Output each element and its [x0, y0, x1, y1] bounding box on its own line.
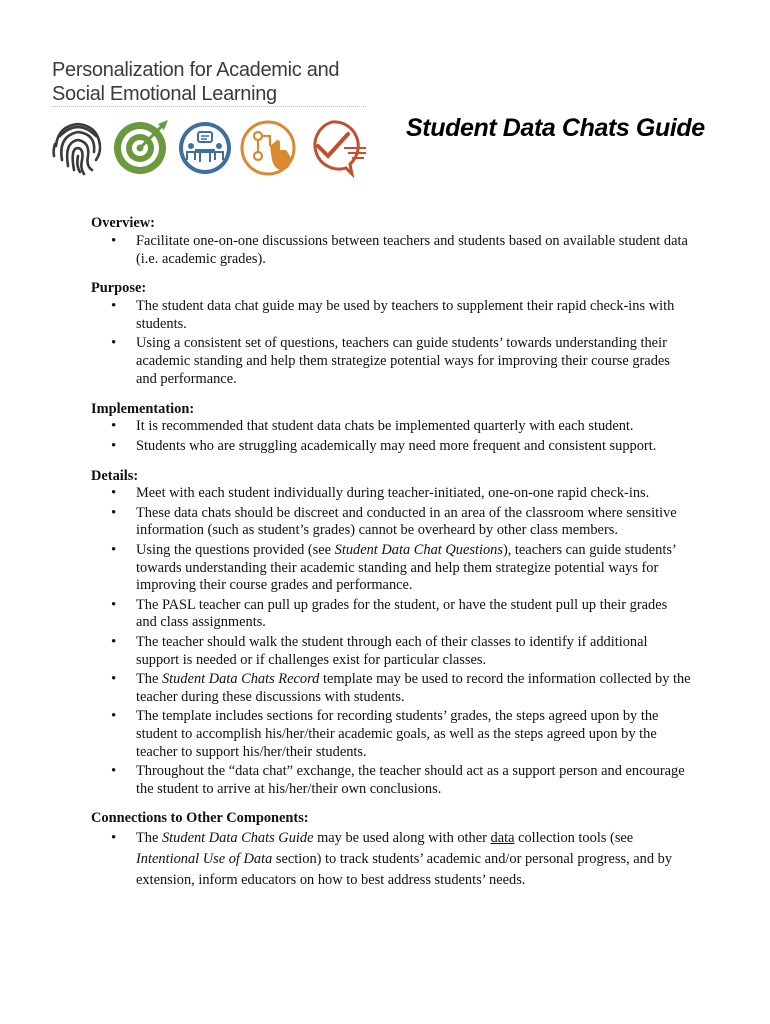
- list-item: • These data chats should be discreet and conducted in an area of the classroom where sensitive information (such as student’s grades) cannot be overheard by other class members.: [91, 505, 691, 541]
- details-section: [91, 468, 691, 799]
- overview-list: [91, 233, 691, 269]
- connections-list: [91, 828, 691, 891]
- touch-path-icon: [240, 116, 300, 178]
- list-item: • It is recommended that student data chats be implemented quarterly with each student.: [91, 418, 691, 436]
- list-item: • Throughout the “data chat” exchange, the teacher should act as a support person and encourage the student to arrive at his/her/their own conclusions.: [91, 763, 691, 799]
- brand-name: [52, 58, 372, 106]
- document-body: [91, 215, 691, 903]
- connections-section: [91, 810, 691, 891]
- section-heading: Overview:: [91, 215, 155, 231]
- item-text: The: [136, 830, 162, 847]
- purpose-list: [91, 298, 691, 388]
- data-link[interactable]: data: [490, 830, 515, 847]
- document-title: Student Data Chats Guide: [406, 114, 705, 142]
- implementation-list: [91, 418, 691, 455]
- brand-icons: [50, 116, 370, 180]
- item-text: Using the questions provided (see: [136, 541, 335, 558]
- section-heading: Details:: [91, 467, 139, 484]
- list-item: [91, 542, 691, 595]
- item-text: ), teachers can guide students’ towards understanding their academic standing and help them strategize potential ways for improving their course grades and performance.: [136, 541, 676, 594]
- overview-section: [91, 215, 691, 268]
- meeting-icon: [176, 116, 234, 178]
- list-item: • The student data chat guide may be used by teachers to supplement their rapid check-ins with students.: [91, 298, 691, 334]
- section-heading: Implementation:: [91, 400, 195, 417]
- list-item: • Meet with each student individually during teacher-initiated, one-on-one rapid check-ins.: [91, 485, 691, 503]
- implementation-section: [91, 401, 691, 456]
- list-item: [91, 828, 691, 891]
- section-heading: Connections to Other Components:: [91, 810, 309, 827]
- list-item: • The PASL teacher can pull up grades for the student, or have the student pull up their grades and class assignments.: [91, 597, 691, 633]
- brand-line-1: Personalization for Academic and: [52, 59, 340, 81]
- details-list: [91, 485, 691, 798]
- list-item: • Using a consistent set of questions, teachers can guide students’ towards understanding their academic standing and help them strategize potential ways for improving their course grades and performance.: [91, 335, 691, 388]
- list-item: • The template includes sections for recording students’ grades, the steps agreed upon by the student to accomplish his/her/their academic goals, as well as the steps agreed upon by the teacher to support his/her/their students.: [91, 708, 691, 761]
- questions-reference: Student Data Chat Questions: [334, 541, 503, 558]
- item-text: The: [136, 670, 162, 687]
- item-text: collection tools (see: [514, 830, 634, 847]
- fingerprint-icon: [50, 116, 106, 176]
- list-item: [91, 671, 691, 707]
- brand-line-2: Social Emotional Learning: [52, 83, 277, 105]
- list-item: • Students who are struggling academically may need more frequent and consistent support.: [91, 438, 691, 456]
- brand-divider: [52, 106, 366, 107]
- intentional-use-reference: Intentional Use of Data: [136, 851, 273, 868]
- list-item: • The teacher should walk the student through each of their classes to identify if additional support is needed or if challenges exist for particular classes.: [91, 634, 691, 670]
- item-text: section) to track students’ academic and/or personal progress, and by extension, inform educators on how to best address students’ needs.: [136, 851, 673, 889]
- record-template-reference: Student Data Chats Record: [161, 670, 320, 687]
- item-text: template may be used to record the information collected by the teacher during these discussions with students.: [136, 670, 691, 705]
- checkmark-chat-icon: [304, 116, 370, 178]
- item-text: may be used along with other: [313, 830, 491, 847]
- section-heading: Purpose:: [91, 280, 147, 297]
- purpose-section: [91, 280, 691, 388]
- list-item: • Facilitate one-on-one discussions between teachers and students based on available student data (i.e. academic grades).: [91, 233, 691, 269]
- guide-reference: Student Data Chats Guide: [161, 830, 314, 847]
- target-icon: [112, 116, 172, 178]
